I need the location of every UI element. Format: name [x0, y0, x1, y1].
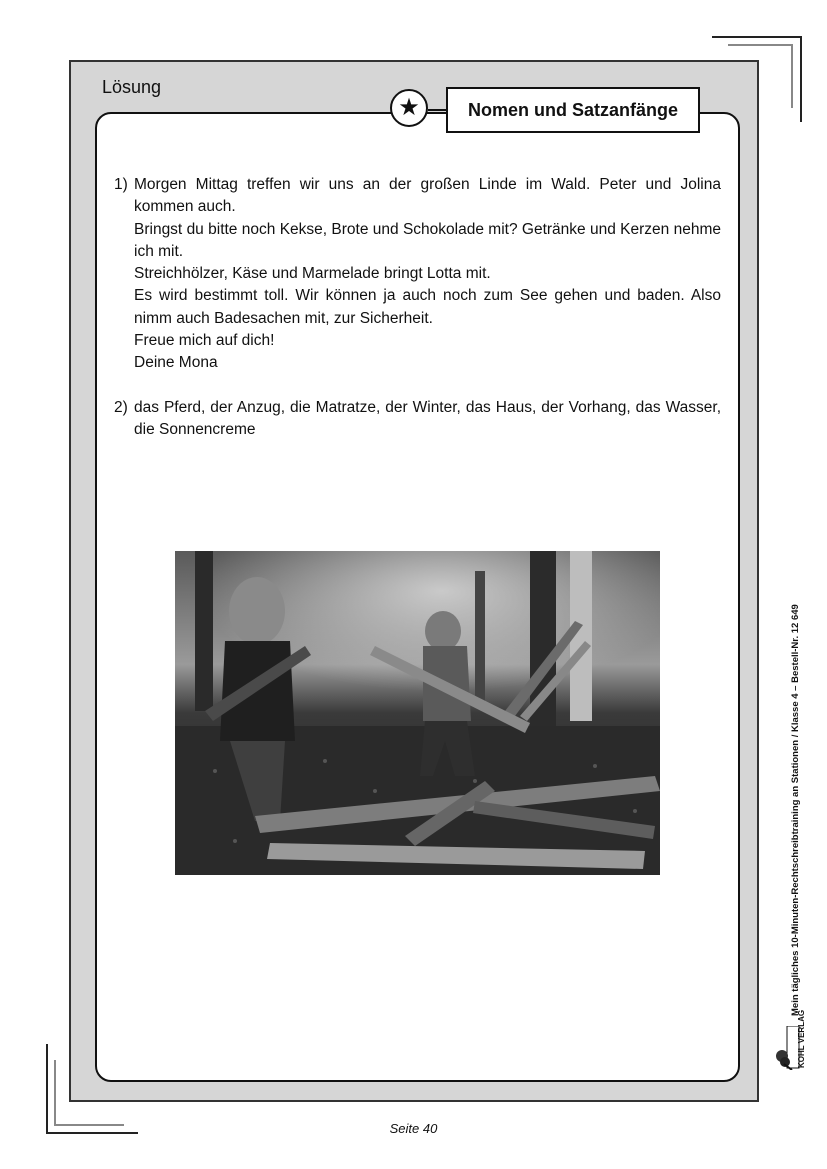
- publication-info: Mein tägliches 10-Minuten-Rechtschreibtraining an Stationen / Klasse 4 – Bestell-Nr. 12 649: [790, 604, 801, 1016]
- answer-line: Deine Mona: [134, 354, 218, 372]
- solution-label: Lösung: [102, 77, 162, 97]
- answer-item-1: [114, 174, 721, 375]
- page-title: Nomen und Satzanfänge: [446, 87, 700, 133]
- corner-ornament-top-right-inner: [728, 44, 792, 46]
- answers-list: [114, 174, 721, 463]
- publisher-name: KOHL VERLAG: [797, 1009, 806, 1068]
- answer-line: Freue mich auf dich!: [134, 332, 275, 350]
- answer-line: Morgen Mittag treffen wir uns an der großen Linde im Wald. Peter und Jolina kommen auch.: [134, 176, 721, 216]
- corner-ornament-top-right-vertical: [800, 36, 802, 122]
- corner-ornament-top-right-inner-vertical: [791, 44, 793, 108]
- star-icon: ★: [390, 89, 428, 127]
- answer-line: Bringst du bitte noch Kekse, Brote und Schokolade mit? Getränke und Kerzen nehme ich mit.: [134, 220, 721, 260]
- corner-ornament-top-right: [712, 36, 802, 38]
- answer-line: Es wird bestimmt toll. Wir können ja auch noch zum See gehen und baden. Also nimm auch Badesachen mit, zur Sicherheit.: [134, 287, 721, 327]
- answer-body: [134, 397, 721, 442]
- answer-number: 2): [114, 398, 128, 416]
- title-connector: [428, 109, 446, 111]
- answer-line: Streichhölzer, Käse und Marmelade bringt Lotta mit.: [134, 265, 491, 283]
- children-carrying-branches-photo: [175, 551, 660, 875]
- answer-body: [134, 174, 721, 375]
- corner-ornament-bottom-left-inner: [54, 1060, 56, 1126]
- answer-number: 1): [114, 176, 128, 193]
- page-number: Seite 40: [389, 1121, 438, 1136]
- answer-item-2: [114, 397, 721, 442]
- answer-line: das Pferd, der Anzug, die Matratze, der Winter, das Haus, der Vorhang, das Wasser, die Sonnencreme: [134, 398, 721, 438]
